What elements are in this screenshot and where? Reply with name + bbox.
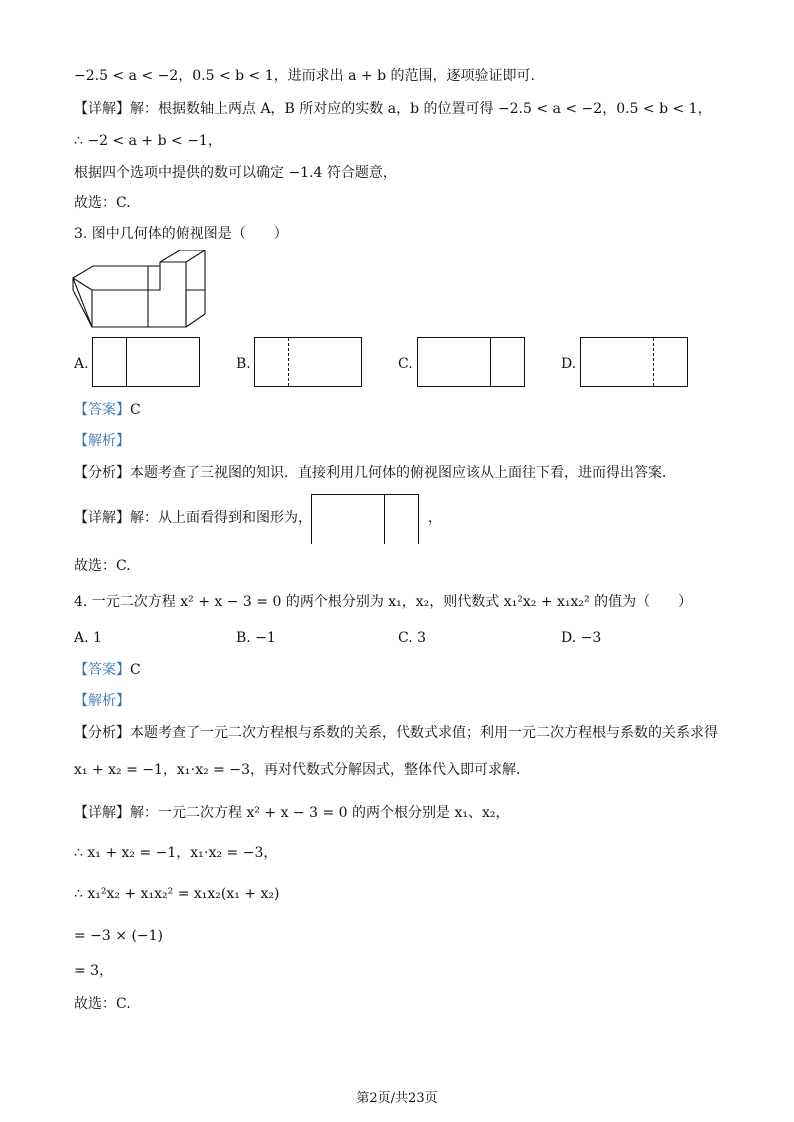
answer-value: C xyxy=(130,402,141,418)
text-line-range: −2.5 < a < −2，0.5 < b < 1，进而求出 a + b 的范围，逐项验证即可. xyxy=(74,68,535,84)
solid-figure xyxy=(68,250,208,330)
step-3: = −3 × (−1) xyxy=(74,928,164,944)
fenxi-tag: 【分析】 xyxy=(74,725,130,741)
option-b-label: B. xyxy=(236,356,251,372)
detail-line xyxy=(74,99,712,119)
question-4: 4. 一元二次方程 x² + x − 3 = 0 的两个根分别为 x₁，x₂，则代数式 x₁²x₂ + x₁x₂² 的值为（ ） xyxy=(74,594,693,610)
choose-line-q2: 故选：C. xyxy=(74,195,131,211)
detail-tag: 【详解】 xyxy=(74,101,130,117)
fenxi-line2-q4: x₁ + x₂ = −1，x₁⋅x₂ = −3，再对代数式分解因式，整体代入即可求解. xyxy=(74,762,521,778)
answer-tag: 【答案】 xyxy=(74,402,130,418)
detail-tag: 【详解】 xyxy=(74,510,130,526)
detail-text: 解：根据数轴上两点 A，B 所对应的实数 a，b 的位置可得 −2.5 < a < −2，0.5 < b < 1， xyxy=(130,101,712,117)
question-3: 3. 图中几何体的俯视图是（ ） xyxy=(74,226,288,242)
page-footer: 第2页/共23页 xyxy=(356,1091,438,1106)
answer-tag: 【答案】 xyxy=(74,662,130,678)
option-c-figure xyxy=(417,337,525,387)
detail-tag: 【详解】 xyxy=(74,805,130,821)
option-a-label: A. xyxy=(74,356,89,372)
detail-text: 解：一元二次方程 x² + x − 3 = 0 的两个根分别是 x₁、x₂， xyxy=(130,805,510,821)
option-c-label: C. xyxy=(398,356,413,372)
detail-line-q4 xyxy=(74,803,509,823)
fenxi-tag: 【分析】 xyxy=(74,465,130,481)
detail-tail: ， xyxy=(428,510,442,526)
option-b-figure xyxy=(254,337,362,387)
answer-line-q3 xyxy=(74,400,141,420)
option-a-figure xyxy=(92,337,200,387)
detail-figure-q3 xyxy=(311,494,419,544)
fenxi-text: 本题考查了三视图的知识．直接利用几何体的俯视图应该从上面往下看，进而得出答案． xyxy=(130,465,676,481)
fenxi-line-q3 xyxy=(74,463,676,483)
therefore-line: ∴ −2 < a + b < −1， xyxy=(74,133,222,149)
choose-line-q3: 故选：C. xyxy=(74,558,131,574)
fenxi-line-q4 xyxy=(74,723,718,743)
step-2: ∴ x₁²x₂ + x₁x₂² = x₁x₂(x₁ + x₂) xyxy=(74,886,280,902)
q4-option-c: C. 3 xyxy=(398,630,427,646)
q4-option-b: B. −1 xyxy=(236,630,276,646)
fenxi-text: 本题考查了一元二次方程根与系数的关系，代数式求值；利用一元二次方程根与系数的关系求得 xyxy=(130,725,718,741)
step-1: ∴ x₁ + x₂ = −1，x₁⋅x₂ = −3， xyxy=(74,845,278,861)
option-d-label: D. xyxy=(561,356,577,372)
choose-line-q4: 故选：C. xyxy=(74,996,131,1012)
note-line: 根据四个选项中提供的数可以确定 −1.4 符合题意， xyxy=(74,165,397,181)
detail-line-q3 xyxy=(74,508,312,528)
option-d-figure xyxy=(580,337,688,387)
analysis-tag-q4: 【解析】 xyxy=(74,693,130,709)
analysis-tag-q3: 【解析】 xyxy=(74,433,130,449)
answer-line-q4 xyxy=(74,660,141,680)
detail-text: 解：从上面看得到和图形为， xyxy=(130,510,312,526)
step-4: = 3， xyxy=(74,963,114,979)
answer-value: C xyxy=(130,662,141,678)
q4-option-d: D. −3 xyxy=(561,630,602,646)
q4-option-a: A. 1 xyxy=(74,630,102,646)
